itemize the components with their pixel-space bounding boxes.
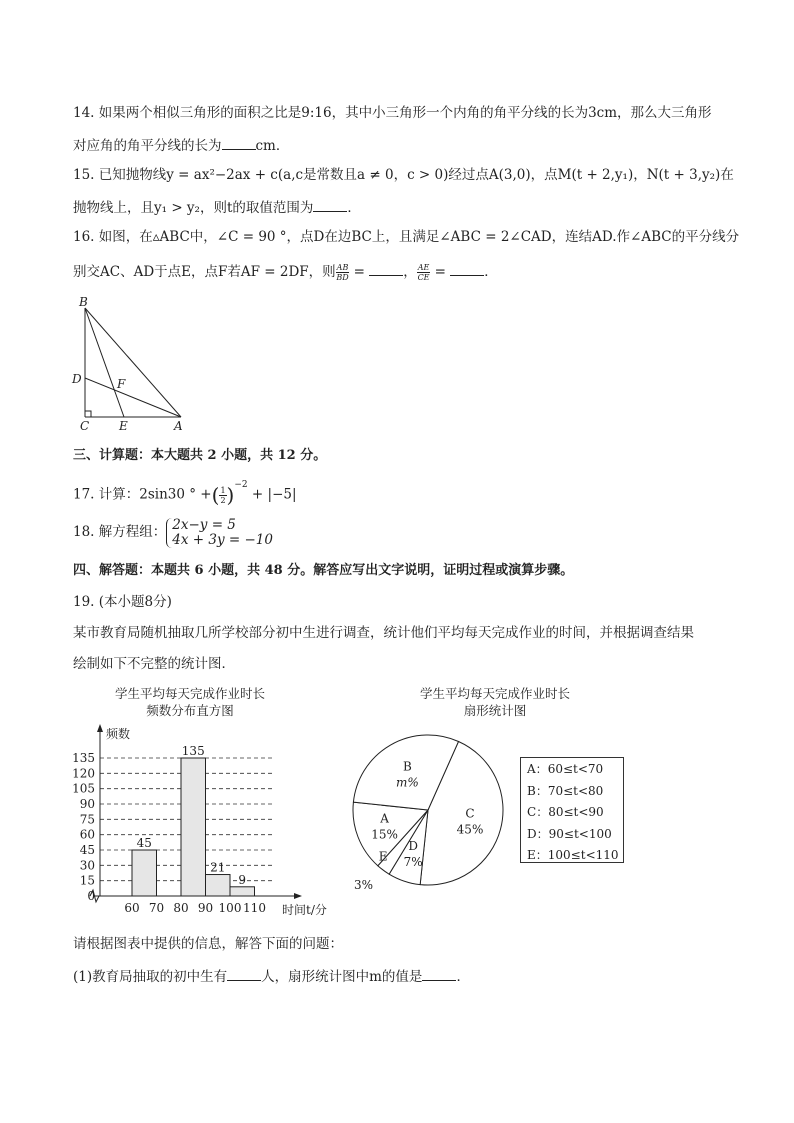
legend-key-a: A <box>527 762 536 776</box>
q19-sub1-blank-1[interactable] <box>227 966 261 981</box>
right-angle-mark <box>85 411 91 417</box>
pie-label-c: 45% <box>456 822 484 837</box>
bar-label-90-100: 21 <box>210 860 226 875</box>
legend-item-e: E：100≤t<110 <box>527 848 619 862</box>
pie-name-e: E <box>378 849 388 864</box>
label-d: D <box>72 372 82 386</box>
y-tick-30: 30 <box>79 858 95 873</box>
q16-line1: 16. 如图，在▵ABC中，∠C = 90 °，点D在边BC上，且满足∠ABC = 2∠CAD，连结AD.作∠ABC的平分线分 <box>73 229 740 245</box>
q15-line1: 15. 已知抛物线y = ax²−2ax + c(a,c是常数且a ≠ 0，c > 0)经过点A(3,0)，点M(t + 2,y₁)，N(t + 3,y₂)在 <box>73 167 734 183</box>
x-axis-arrow <box>294 893 302 899</box>
legend-range-d: 90≤t<100 <box>548 826 612 841</box>
histogram-ylabel: 频数 <box>106 727 131 741</box>
pie-label-a: 15% <box>371 827 398 842</box>
histogram-bar-90-100 <box>206 875 231 896</box>
histogram-title-line1: 学生平均每天完成作业时长 <box>114 686 265 701</box>
segment-ba <box>85 308 181 417</box>
y-axis-arrow <box>97 724 103 732</box>
q14-line2 <box>73 135 289 155</box>
q18-pre: 18. 解方程组： <box>73 524 167 540</box>
segment-be <box>85 308 124 417</box>
x-tick-90: 90 <box>197 901 214 915</box>
y-tick-105: 105 <box>72 781 95 796</box>
y-tick-120: 120 <box>72 766 95 781</box>
q15-line2 <box>73 197 361 217</box>
histogram-bar-100-110 <box>230 887 255 896</box>
histogram-title-line2: 频数分布直方图 <box>146 703 234 718</box>
q17-exponent: −2 <box>234 480 248 490</box>
section-3-heading: 三、计算题：本大题共 2 小题，共 12 分。 <box>73 448 327 463</box>
y-tick-135: 135 <box>72 751 95 765</box>
q16-fraction-ab-bd <box>336 263 350 282</box>
pie-title-line2: 扇形统计图 <box>463 703 527 718</box>
q15-line2-pre: 抛物线上，且y₁ > y₂，则t的取值范围为 <box>73 200 314 216</box>
q16-line2 <box>73 261 498 282</box>
y-tick-0: 0 <box>87 889 95 903</box>
segment-ad <box>85 378 181 417</box>
q16-frac1-den: BD <box>336 273 349 282</box>
q19-sub1-end: ． <box>456 969 470 985</box>
q16-answer-blank-2[interactable] <box>450 261 484 276</box>
q19-prompt: 请根据图表中提供的信息，解答下面的问题： <box>73 936 343 952</box>
histogram-xlabel: 时间t/分 <box>282 903 327 917</box>
q16-eq1: = <box>349 264 370 280</box>
q14-answer-blank[interactable] <box>222 135 256 150</box>
q19-sub1 <box>73 966 470 986</box>
legend-item-b: B：70≤t<80 <box>527 783 604 798</box>
legend-key-c: C <box>527 805 537 819</box>
x-tick-100: 100 <box>218 901 242 915</box>
pie-label-b: m% <box>395 775 419 790</box>
q19-line1: 某市教育局随机抽取几所学校部分初中生进行调查，统计他们平均每天完成作业的时间，并根据调查结果 <box>73 625 694 641</box>
x-tick-60: 60 <box>124 901 140 915</box>
legend-item-a: A：60≤t<70 <box>527 762 604 776</box>
q16-frac1-num: AB <box>336 263 349 272</box>
y-tick-15: 15 <box>79 873 95 888</box>
legend-range-c: 80≤t<90 <box>548 805 604 819</box>
histogram-chart <box>60 720 350 920</box>
pie-legend <box>520 757 624 863</box>
y-tick-45: 45 <box>79 843 95 857</box>
q17-post: + |−5| <box>247 486 297 503</box>
x-tick-70: 70 <box>148 901 165 915</box>
q19-sub1-blank-2[interactable] <box>422 966 456 981</box>
q19-title: 19. (本小题8分) <box>73 594 172 610</box>
q16-sep: ， <box>403 264 417 280</box>
q18-line <box>73 517 273 548</box>
pie-title-line1: 学生平均每天完成作业时长 <box>419 686 570 701</box>
q16-frac2-den: CE <box>417 273 430 282</box>
legend-range-e: 100≤t<110 <box>547 848 619 862</box>
legend-key-d: D <box>527 826 537 841</box>
q14-line1: 14. 如果两个相似三角形的面积之比是9:16，其中小三角形一个内角的角平分线的长为3cm，那么大三角形 <box>73 105 712 121</box>
q17-lparen: ( <box>211 483 220 507</box>
x-tick-80: 80 <box>173 901 189 915</box>
pie-label-e: 3% <box>353 878 374 893</box>
q17-pre: 17. 计算：2sin30 ° + <box>73 486 212 503</box>
label-a: A <box>174 419 183 433</box>
q19-sub1-mid: 人，扇形统计图中m的值是 <box>261 969 423 985</box>
q19-sub1-pre: (1)教育局抽取的初中生有 <box>73 969 228 985</box>
q18-equation-system <box>166 518 273 548</box>
q16-answer-blank-1[interactable] <box>369 261 403 276</box>
q17-frac-den: 2 <box>220 495 226 505</box>
bar-label-80-90: 135 <box>181 744 205 758</box>
q17-fraction <box>219 486 226 505</box>
q16-frac2-num: AE <box>417 263 430 272</box>
legend-range-b: 70≤t<80 <box>547 783 604 798</box>
q14-line2-post: cm． <box>255 138 290 154</box>
label-c: C <box>80 419 90 433</box>
q16-fraction-ae-ce <box>417 263 431 282</box>
q18-eq1: 2x−y = 5 <box>172 516 236 533</box>
q18-eq2: 4x + 3y = −10 <box>172 531 273 548</box>
q19-line2: 绘制如下不完整的统计图． <box>73 656 235 672</box>
pie-name-b: B <box>402 759 412 774</box>
pie-chart <box>340 730 520 900</box>
y-tick-75: 75 <box>79 812 95 827</box>
bar-label-60-70: 45 <box>136 836 152 850</box>
pie-name-d: D <box>408 839 418 854</box>
q16-end: ． <box>484 264 498 280</box>
pie-name-c: C <box>465 806 475 821</box>
x-tick-110: 110 <box>243 901 266 915</box>
y-tick-60: 60 <box>79 827 95 842</box>
bar-label-100-110: 9 <box>238 872 247 887</box>
y-tick-90: 90 <box>79 797 95 811</box>
legend-item-d: D：90≤t<100 <box>527 826 612 841</box>
label-e: E <box>119 419 128 433</box>
label-f: F <box>117 377 126 391</box>
q15-answer-blank[interactable] <box>313 197 347 212</box>
label-b: B <box>79 295 88 309</box>
section-4-heading: 四、解答题：本题共 6 小题，共 48 分。解答应写出文字说明，证明过程或演算步骤。 <box>73 563 574 578</box>
pie-label-d: 7% <box>403 855 423 870</box>
q14-line2-pre: 对应角的角平分线的长为 <box>73 138 222 154</box>
pie-title <box>395 685 595 719</box>
q15-line2-post: ． <box>347 200 361 216</box>
q17-line <box>73 482 297 505</box>
legend-range-a: 60≤t<70 <box>547 762 604 776</box>
q17-rparen: ) <box>226 483 235 507</box>
q16-line2-pre: 别交AC、AD于点E，点F若AF = 2DF，则 <box>73 264 336 280</box>
legend-key-e: E <box>527 848 536 862</box>
histogram-title <box>95 685 285 719</box>
triangle-figure <box>66 292 196 434</box>
q16-eq2: = <box>430 264 451 280</box>
histogram-bar-60-70 <box>132 850 157 896</box>
pie-name-a: A <box>380 811 389 826</box>
legend-key-b: B <box>527 783 536 798</box>
legend-item-c: C：80≤t<90 <box>527 805 604 819</box>
histogram-bar-80-90 <box>181 758 206 896</box>
q17-frac-num: 1 <box>220 485 226 495</box>
